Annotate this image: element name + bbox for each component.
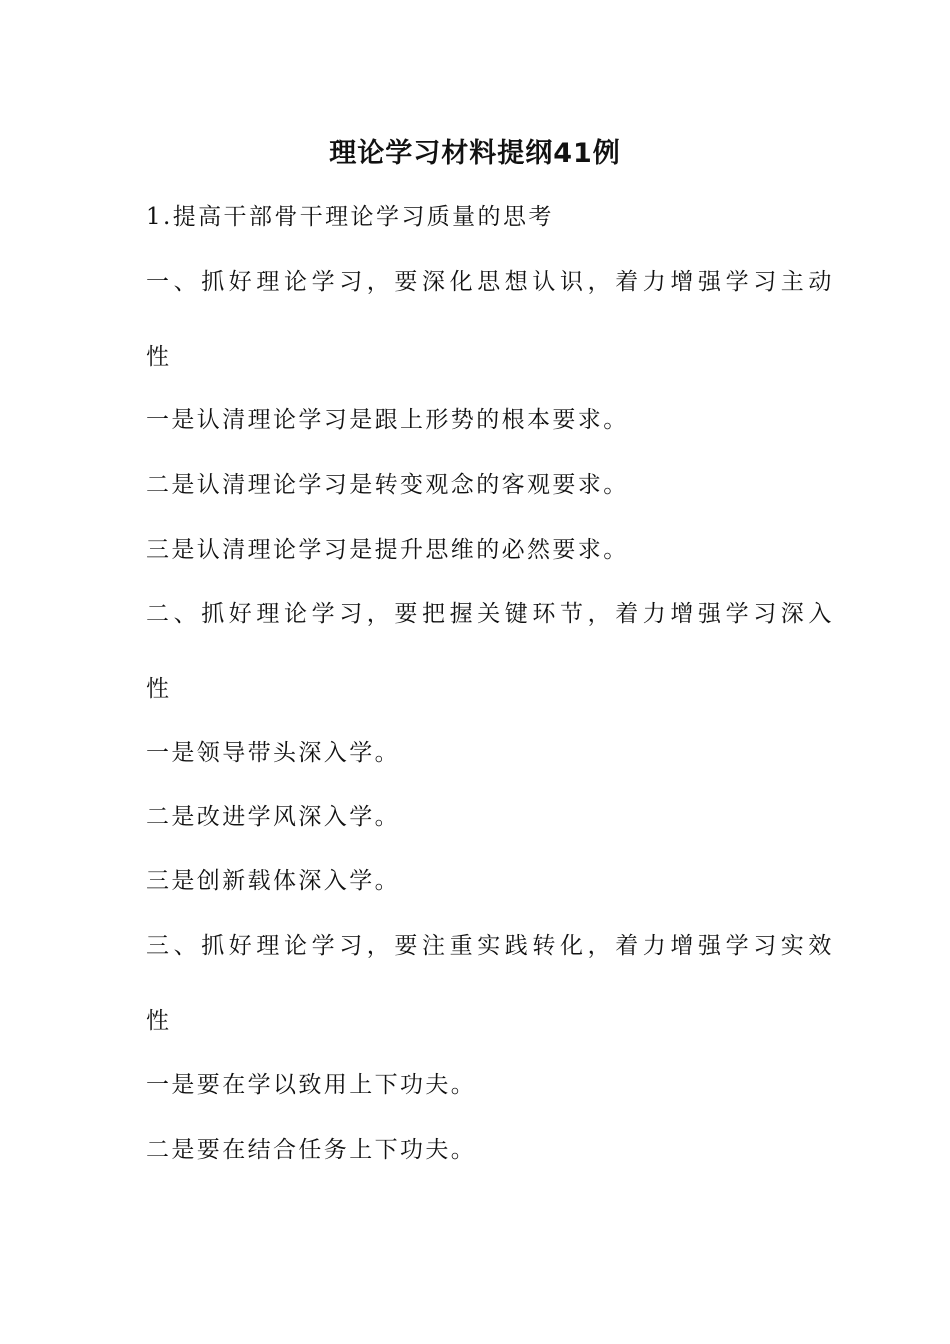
paragraph-line: 三是认清理论学习是提升思维的必然要求。 bbox=[146, 537, 629, 563]
paragraph-line: 二是认清理论学习是转变观念的客观要求。 bbox=[146, 472, 629, 498]
paragraph-line: 1.提高干部骨干理论学习质量的思考 bbox=[146, 204, 554, 230]
paragraph-line: 性 bbox=[146, 1008, 172, 1034]
paragraph-line: 性 bbox=[146, 676, 172, 702]
paragraph-line: 一是认清理论学习是跟上形势的根本要求。 bbox=[146, 407, 629, 433]
paragraph-line: 性 bbox=[146, 344, 172, 370]
paragraph-line: 一、抓好理论学习，要深化思想认识，着力增强学习主动 bbox=[146, 269, 836, 295]
paragraph-line: 一是领导带头深入学。 bbox=[146, 740, 400, 766]
paragraph-line: 二是改进学风深入学。 bbox=[146, 804, 400, 830]
paragraph-line: 二、抓好理论学习，要把握关键环节，着力增强学习深入 bbox=[146, 601, 836, 627]
paragraph-line: 三是创新载体深入学。 bbox=[146, 868, 400, 894]
paragraph-line: 三、抓好理论学习，要注重实践转化，着力增强学习实效 bbox=[146, 933, 836, 959]
paragraph-line: 二是要在结合任务上下功夫。 bbox=[146, 1137, 477, 1163]
document-title: 理论学习材料提纲41例 bbox=[329, 138, 621, 169]
paragraph-line: 一是要在学以致用上下功夫。 bbox=[146, 1072, 477, 1098]
